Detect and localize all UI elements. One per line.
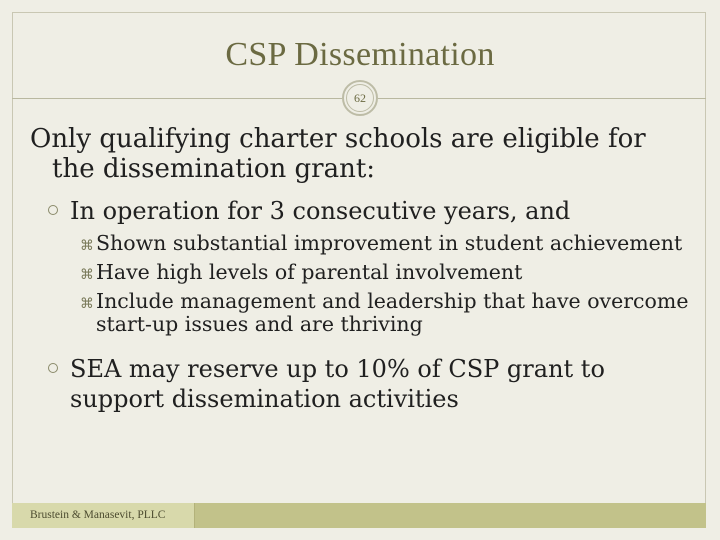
slide-body bbox=[30, 124, 690, 414]
sub-bullet-3 bbox=[80, 290, 690, 336]
sub-bullet-3-text: Include management and leadership that have overcome start-up issues and are thriving bbox=[96, 289, 689, 336]
footer-text: Brustein & Manasevit, PLLC bbox=[12, 503, 195, 528]
sub-bullet-2-text: Have high levels of parental involvement bbox=[96, 260, 523, 284]
bullet-point-2-text: SEA may reserve up to 10% of CSP grant to support dissemination activities bbox=[70, 355, 605, 413]
circle-bullet-icon bbox=[48, 363, 58, 373]
bullet-point-2 bbox=[40, 354, 690, 414]
lead-text: Only qualifying charter schools are eligible for the dissemination grant: bbox=[30, 124, 646, 184]
sub-bullet-2 bbox=[80, 261, 690, 284]
sub-bullet-1-text: Shown substantial improvement in student achievement bbox=[96, 231, 683, 255]
sub-bullet-1 bbox=[80, 232, 690, 255]
x-bullet-icon: ⌘ bbox=[80, 238, 94, 254]
slide-title: CSP Dissemination bbox=[225, 36, 495, 73]
page-number: 62 bbox=[346, 84, 374, 112]
title-divider-right bbox=[378, 98, 706, 99]
x-bullet-icon: ⌘ bbox=[80, 267, 94, 283]
bullet-point-1 bbox=[40, 196, 690, 226]
page-number-badge bbox=[342, 80, 378, 116]
x-bullet-icon: ⌘ bbox=[80, 296, 94, 312]
circle-bullet-icon bbox=[48, 205, 58, 215]
title-divider-left bbox=[12, 98, 342, 99]
bullet-point-1-text: In operation for 3 consecutive years, and bbox=[70, 197, 571, 225]
